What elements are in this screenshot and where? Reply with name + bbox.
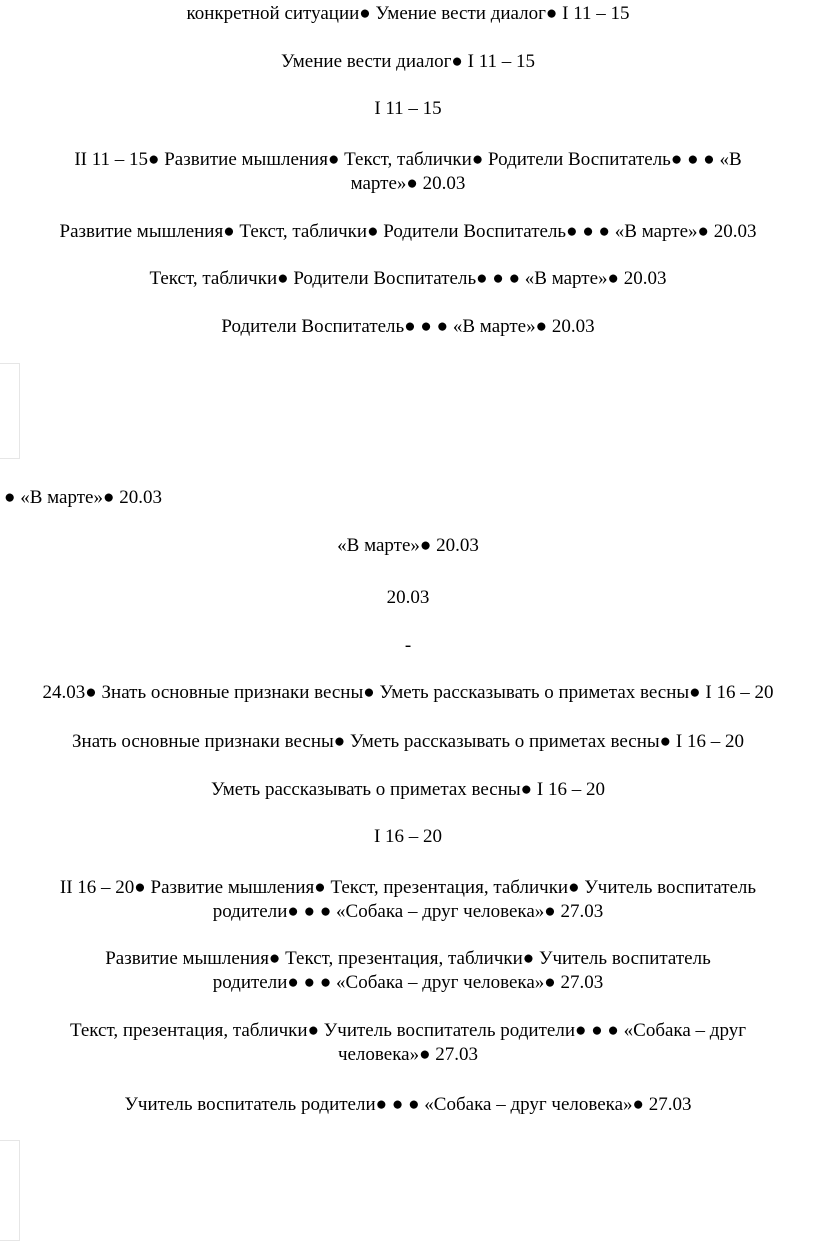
text-line: I 16 – 20 (373, 826, 443, 847)
separator-dash: - (404, 635, 412, 656)
text-line: Учитель воспитатель родители● ● ● «Собака – друг человека»● 27.03 (124, 1094, 692, 1115)
text-line: марте»● 20.03 (350, 173, 466, 194)
text-line: 24.03● Знать основные признаки весны● Уметь рассказывать о приметах весны● I 16 – 20 (42, 682, 774, 703)
text-line: II 11 – 15● Развитие мышления● Текст, таблички● Родители Воспитатель● ● ● «В (74, 149, 742, 170)
text-line: Текст, таблички● Родители Воспитатель● ● ● «В марте»● 20.03 (149, 268, 667, 289)
text-line: Знать основные признаки весны● Уметь рассказывать о приметах весны● I 16 – 20 (72, 731, 744, 752)
text-line: человека»● 27.03 (337, 1044, 479, 1065)
text-line: Развитие мышления● Текст, презентация, таблички● Учитель воспитатель (105, 948, 711, 969)
text-line: II 16 – 20● Развитие мышления● Текст, презентация, таблички● Учитель воспитатель (59, 877, 757, 898)
text-line: Развитие мышления● Текст, таблички● Родители Воспитатель● ● ● «В марте»● 20.03 (59, 221, 757, 242)
page-break-marker (0, 363, 20, 459)
text-line: Текст, презентация, таблички● Учитель воспитатель родители● ● ● «Собака – друг (69, 1020, 747, 1041)
page-break-marker (0, 1140, 20, 1241)
text-line: 20.03 (386, 587, 430, 608)
text-line: «В марте»● 20.03 (337, 535, 479, 556)
text-line: Родители Воспитатель● ● ● «В марте»● 20.03 (221, 316, 595, 337)
text-line: Уметь рассказывать о приметах весны● I 16 – 20 (211, 779, 605, 800)
text-line: родители● ● ● «Собака – друг человека»● 27.03 (212, 972, 604, 993)
text-line: I 11 – 15 (374, 98, 442, 119)
text-line: родители● ● ● «Собака – друг человека»● 27.03 (212, 901, 604, 922)
text-line: конкретной ситуации● Умение вести диалог● I 11 – 15 (186, 3, 630, 24)
text-line: Умение вести диалог● I 11 – 15 (281, 51, 535, 72)
text-line: ● «В марте»● 20.03 (4, 487, 162, 508)
